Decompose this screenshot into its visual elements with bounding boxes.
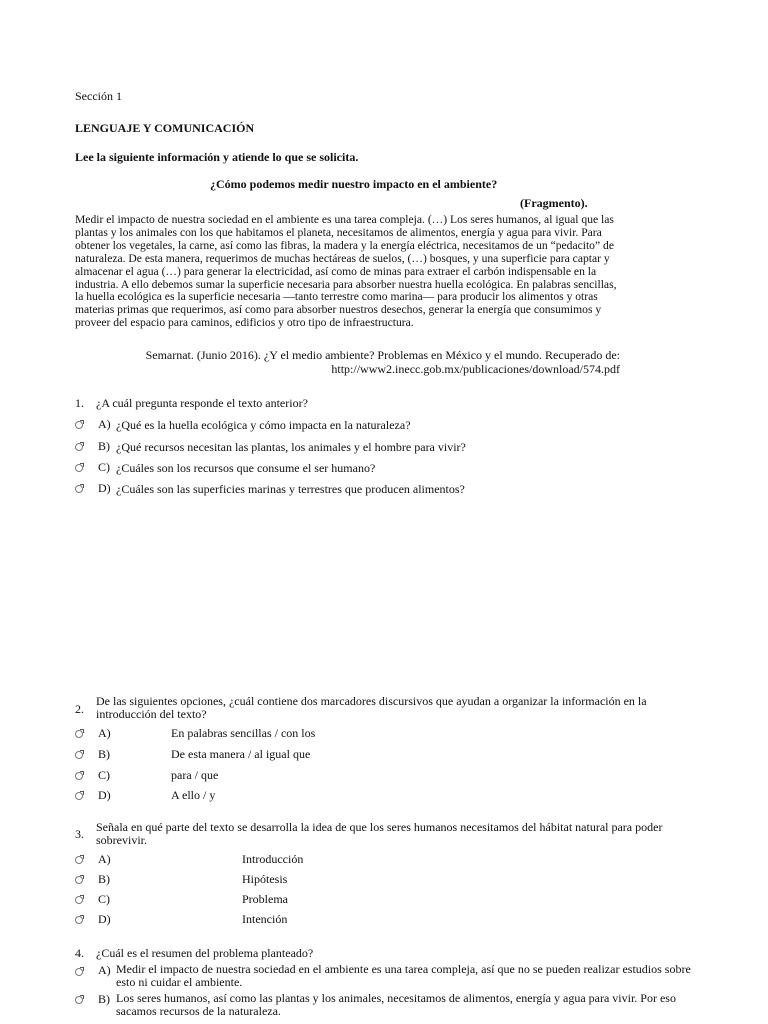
question-1-option-a-letter: A) xyxy=(98,417,111,431)
question-2-option-d-radio[interactable] xyxy=(75,792,83,800)
reading-fragment-label: (Fragmento). xyxy=(520,196,588,210)
question-2-option-c-radio[interactable] xyxy=(75,772,83,780)
question-4-number: 4. xyxy=(75,946,84,960)
subject-heading: LENGUAJE Y COMUNICACIÓN xyxy=(75,121,255,135)
question-3-option-c-letter: C) xyxy=(98,892,110,906)
question-1-option-d-letter: D) xyxy=(98,481,111,495)
reading-line: almacenar el agua (…) para generar la electricidad, así como de minas para extraer el carbón indispensable en la xyxy=(75,264,597,278)
question-2-option-a-text: En palabras sencillas / con los xyxy=(171,726,316,740)
question-2-number: 2. xyxy=(75,702,84,716)
question-1-option-d-text: ¿Cuáles son las superficies marinas y terrestres que producen alimentos? xyxy=(116,482,465,496)
citation-source: Semarnat. (Junio 2016). ¿Y el medio ambiente? Problemas en México y el mundo. Recuperado de: xyxy=(145,348,620,362)
question-4-option-b-text: Los seres humanos, así como las plantas y los animales, necesitamos de alimentos, energía y agua para vivir. Por eso sacamos recursos de la naturaleza. xyxy=(116,991,676,1018)
question-1-option-b-letter: B) xyxy=(98,439,110,453)
question-3-option-a-letter: A) xyxy=(98,852,111,866)
question-2-option-b-letter: B) xyxy=(98,747,110,761)
citation-url: http://www2.inecc.gob.mx/publicaciones/download/574.pdf xyxy=(331,362,620,376)
question-1-text: ¿A cuál pregunta responde el texto anterior? xyxy=(96,396,308,410)
question-1-number: 1. xyxy=(75,396,84,410)
question-1-option-c-letter: C) xyxy=(98,460,110,474)
question-3-option-c-radio[interactable] xyxy=(75,896,83,904)
question-3-option-d-radio[interactable] xyxy=(75,916,83,924)
question-2-option-c-text: para / que xyxy=(171,768,219,782)
question-3-option-b-letter: B) xyxy=(98,872,110,886)
reading-line: materias primas que requerimos, así como para absorber nuestros desechos, generar la energía que consumimos y xyxy=(75,303,602,317)
question-1-option-d-radio[interactable] xyxy=(75,485,83,493)
question-2-option-a-letter: A) xyxy=(98,726,111,740)
question-4-option-b-radio[interactable] xyxy=(75,996,83,1004)
question-4-option-a-text: Medir el impacto de nuestra sociedad en el ambiente es una tarea compleja, así que no se pueden realizar estudios sobre esto ni cuidar el ambiente. xyxy=(116,962,691,989)
question-1-option-c-radio[interactable] xyxy=(75,464,83,472)
question-4-option-a-radio[interactable] xyxy=(75,968,83,976)
question-2-text: De las siguientes opciones, ¿cuál contiene dos marcadores discursivos que ayudan a organizar la información en la introducción del texto? xyxy=(96,694,647,721)
question-1-option-b-radio[interactable] xyxy=(75,443,83,451)
question-1-option-a-text: ¿Qué es la huella ecológica y cómo impacta en la naturaleza? xyxy=(116,418,411,432)
question-3-text: Señala en qué parte del texto se desarrolla la idea de que los seres humanos necesitamos del hábitat natural para poder sobrevivir. xyxy=(96,820,663,847)
question-3-option-a-text: Introducción xyxy=(242,852,304,866)
reading-line: naturaleza. De esta manera, requerimos de muchas hectáreas de suelos, (…) bosques, y una superficie para captar y xyxy=(75,251,610,265)
question-3-option-d-letter: D) xyxy=(98,912,111,926)
reading-line: proveer del espacio para caminos, edificios y otro tipo de infraestructura. xyxy=(75,316,414,330)
question-2-option-c-letter: C) xyxy=(98,768,110,782)
reading-paragraph xyxy=(75,214,620,330)
question-1-option-a-radio[interactable] xyxy=(75,421,83,429)
reading-line: industria. A ello debemos sumar la superficie necesaria para absorber nuestra huella ecológica. En palabras sencillas, xyxy=(75,277,617,291)
question-4-text: ¿Cuál es el resumen del problema planteado? xyxy=(96,946,314,960)
reading-title: ¿Cómo podemos medir nuestro impacto en el ambiente? xyxy=(210,177,498,191)
question-3-option-a-radio[interactable] xyxy=(75,856,83,864)
reading-line: Medir el impacto de nuestra sociedad en el ambiente es una tarea compleja. (…) Los seres humanos, al igual que las xyxy=(75,213,614,226)
question-3-option-b-text: Hipótesis xyxy=(242,872,288,886)
question-3-option-d-text: Intención xyxy=(242,912,288,926)
question-2-option-d-letter: D) xyxy=(98,788,111,802)
question-1-option-c-text: ¿Cuáles son los recursos que consume el ser humano? xyxy=(116,461,376,475)
reading-line: obtener los vegetales, la carne, así como las fibras, la madera y la energía eléctrica, necesitamos de un “pedacito” de xyxy=(75,238,614,252)
question-3-number: 3. xyxy=(75,827,84,841)
reading-line: la huella ecológica es la superficie necesaria —tanto terrestre como marina— para producir los alimentos y otras xyxy=(75,290,598,304)
question-1-option-b-text: ¿Qué recursos necesitan las plantas, los animales y el hombre para vivir? xyxy=(116,440,466,454)
section-label: Sección 1 xyxy=(75,89,122,103)
question-3-option-c-text: Problema xyxy=(242,892,288,906)
reading-line: plantas y los animales con los que habitamos el planeta, necesitamos de alimentos, energía y agua para vivir. Para xyxy=(75,225,602,239)
instruction-text: Lee la siguiente información y atiende lo que se solicita. xyxy=(75,150,359,164)
question-2-option-b-radio[interactable] xyxy=(75,751,83,759)
question-3-option-b-radio[interactable] xyxy=(75,876,83,884)
question-2-option-d-text: A ello / y xyxy=(171,788,216,802)
question-4-option-b-letter: B) xyxy=(98,992,110,1006)
question-4-option-a-letter: A) xyxy=(98,963,111,977)
question-2-option-b-text: De esta manera / al igual que xyxy=(171,747,311,761)
question-2-option-a-radio[interactable] xyxy=(75,730,83,738)
